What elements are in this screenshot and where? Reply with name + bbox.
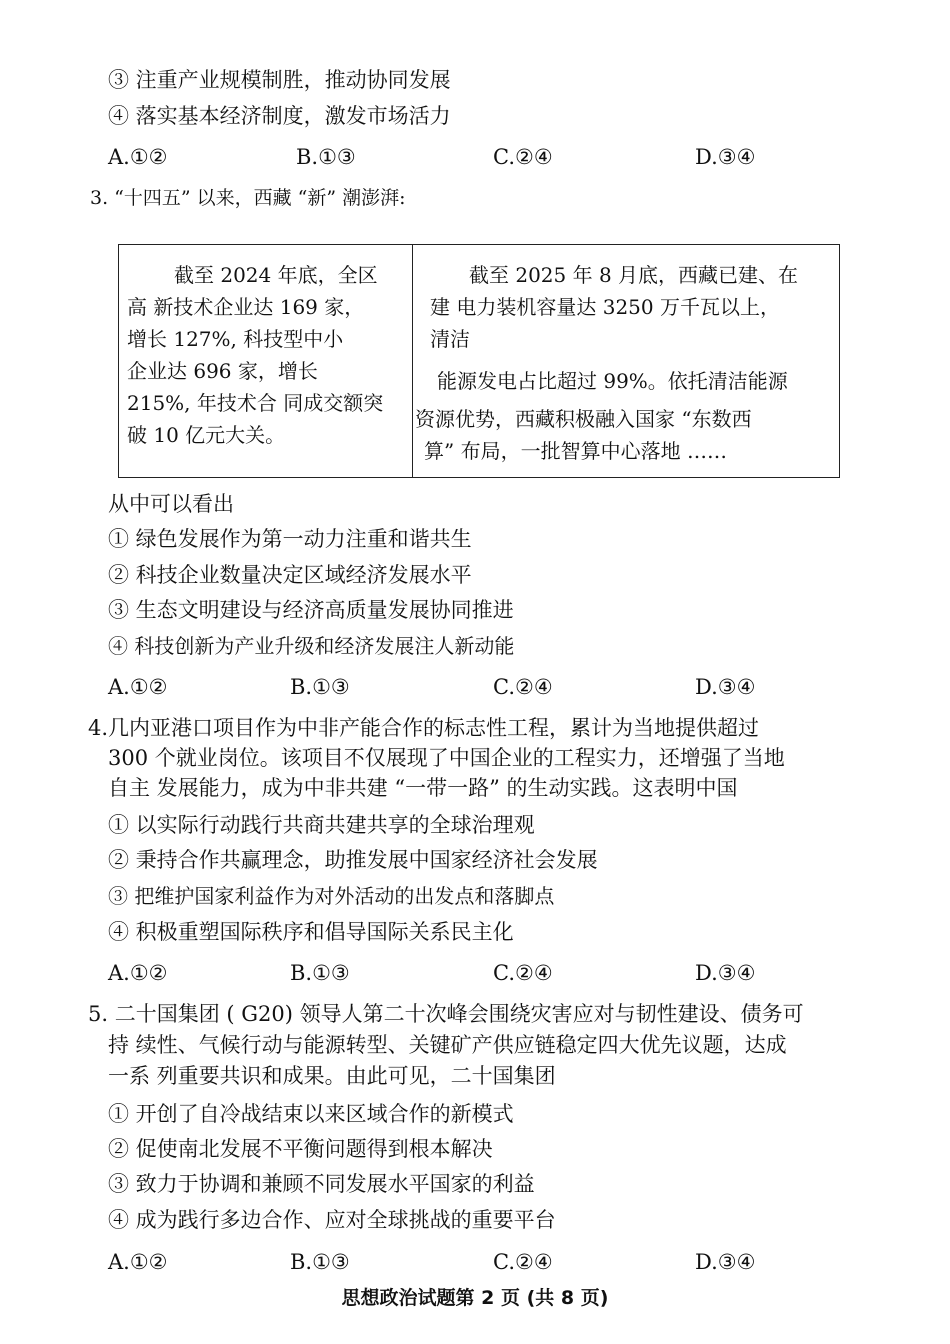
q4-choice-b: B.①③: [290, 961, 350, 985]
q4-option-4: ④ 积极重塑国际秩序和倡导国际关系民主化: [108, 920, 514, 944]
left-cell-line: 截至 2024 年底，全区: [174, 263, 378, 287]
q3-material-table: [118, 244, 840, 478]
right-cell-line: 建 电力装机容量达 3250 万千瓦以上，: [430, 295, 780, 319]
q5-choice-a: A.①②: [108, 1250, 168, 1274]
q3-option-4: ④ 科技创新为产业升级和经济发展注人新动能: [108, 634, 515, 658]
q4-stem-line: 300 个就业岗位。该项目不仅展现了中国企业的工程实力，还增强了当地: [108, 746, 785, 770]
right-cell-line: 资源优势，西藏积极融入国家 “东数西: [415, 407, 752, 431]
q3-option-1: ① 绿色发展作为第一动力注重和谐共生: [108, 527, 472, 551]
q5-option-3: ③ 致力于协调和兼顾不同发展水平国家的利益: [108, 1172, 535, 1196]
q5-stem-line: 持 续性、气候行动与能源转型、关键矿产供应链稳定四大优先议题，达成: [108, 1033, 787, 1057]
q3-choice-d: D.③④: [695, 675, 756, 699]
q3-option-2: ② 科技企业数量决定区域经济发展水平: [108, 563, 472, 587]
page-footer: 思想政治试题第 2 页 (共 8 页): [341, 1287, 609, 1309]
q3-stem: 3. “十四五” 以来，西藏 “新” 潮澎湃:: [90, 187, 406, 209]
q4-option-3: ③ 把维护国家利益作为对外活动的出发点和落脚点: [108, 884, 555, 908]
q3-choice-b: B.①③: [290, 675, 350, 699]
table-divider: [412, 245, 413, 477]
q5-option-2: ② 促使南北发展不平衡问题得到根本解决: [108, 1137, 493, 1161]
q3-lead: 从中可以看出: [108, 492, 234, 516]
q5-option-4: ④ 成为践行多边合作、应对全球挑战的重要平台: [108, 1208, 556, 1232]
right-cell-line: 能源发电占比超过 99%。依托清洁能源: [437, 369, 788, 393]
q3-option-3: ③ 生态文明建设与经济高质量发展协同推进: [108, 598, 514, 622]
q5-choice-c: C.②④: [493, 1250, 553, 1274]
left-cell-line: 破 10 亿元大关。: [127, 423, 286, 447]
right-cell-line: 截至 2025 年 8 月底，西藏已建、在: [469, 263, 799, 287]
q2-choice-c: C.②④: [493, 145, 553, 169]
q4-choice-a: A.①②: [108, 961, 168, 985]
q5-stem-line: 5. 二十国集团 ( G20) 领导人第二十次峰会围绕灾害应对与韧性建设、债务可: [88, 1002, 804, 1026]
right-cell-line: 算” 布局，一批智算中心落地 ……: [424, 439, 727, 463]
q5-stem-line: 一系 列重要共识和成果。由此可见，二十国集团: [108, 1064, 556, 1088]
q2-option-4: ④ 落实基本经济制度，激发市场活力: [108, 104, 451, 128]
q5-choice-b: B.①③: [290, 1250, 350, 1274]
left-cell-line: 增长 127%, 科技型中小: [127, 327, 344, 351]
q4-choice-c: C.②④: [493, 961, 553, 985]
q5-option-1: ① 开创了自冷战结束以来区域合作的新模式: [108, 1102, 514, 1126]
right-cell-line: 清洁: [430, 327, 470, 351]
q2-choice-a: A.①②: [108, 145, 168, 169]
q2-option-3: ③ 注重产业规模制胜，推动协同发展: [108, 68, 451, 92]
q2-choice-d: D.③④: [695, 145, 756, 169]
q5-choice-d: D.③④: [695, 1250, 756, 1274]
q2-choice-b: B.①③: [296, 145, 356, 169]
q4-stem-line: 4.几内亚港口项目作为中非产能合作的标志性工程，累计为当地提供超过: [88, 716, 760, 740]
left-cell-line: 高 新技术企业达 169 家，: [127, 295, 365, 319]
q4-option-1: ① 以实际行动践行共商共建共享的全球治理观: [108, 813, 535, 837]
q4-option-2: ② 秉持合作共赢理念，助推发展中国家经济社会发展: [108, 848, 598, 872]
q3-choice-c: C.②④: [493, 675, 553, 699]
left-cell-line: 企业达 696 家，增长: [127, 359, 318, 383]
q4-choice-d: D.③④: [695, 961, 756, 985]
q4-stem-line: 自主 发展能力，成为中非共建 “一带一路” 的生动实践。这表明中国: [108, 776, 738, 800]
left-cell-line: 215%, 年技术合 同成交额突: [127, 391, 384, 415]
q3-choice-a: A.①②: [108, 675, 168, 699]
